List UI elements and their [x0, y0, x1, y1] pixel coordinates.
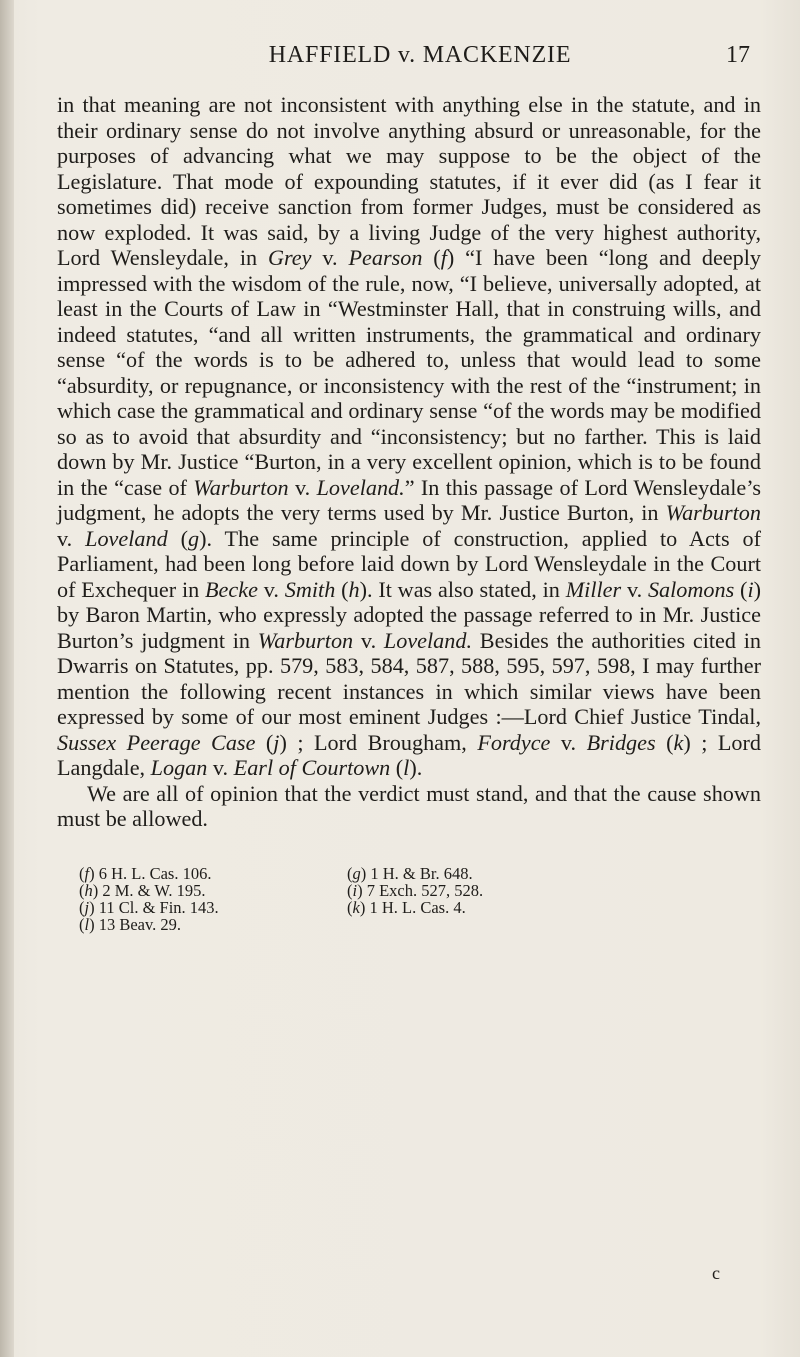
footnote-ref: f: [440, 245, 447, 270]
case-party: Fordyce: [477, 729, 551, 755]
text-run: v.: [207, 755, 234, 780]
footnote-mark: k: [352, 898, 360, 917]
footnote-citation: 6 H. L. Cas. 106.: [94, 864, 212, 883]
case-party: Smith: [284, 576, 336, 602]
footnote-mark: i: [352, 881, 358, 900]
text-run: v.: [311, 245, 349, 270]
text-run: (: [255, 729, 274, 755]
text-run: in that meaning are not inconsistent with anything else in the statute, and in their ordinary sense do not involve anything absurd or unreasonable, for the purposes of advancing what we may suppose to be the object of the Legislature. That mode of expounding statutes, if it ever did (as I fear it sometimes did) receive sanction from former Judges, must be considered as now exploded. It was said, by a living Judge of the very highest authority, Lord Wensleydale, in: [57, 92, 761, 270]
case-party: Loveland: [85, 525, 168, 551]
case-party: Salomons: [647, 576, 735, 602]
footnote: (k) 1 H. L. Cas. 4.: [347, 898, 466, 917]
running-head: [90, 42, 750, 76]
case-party: Bridges: [586, 729, 656, 755]
text-run: ). It was also stated, in: [359, 576, 566, 602]
case-party: Earl of Courtown: [233, 755, 391, 780]
quotation: ) “I have been “long and deeply impressed with the wisdom of the rule, now, “I believe, universally adopted, at least in the Courts of Law in “Westminster Hall, that in construing wills, and indeed statutes, “and all written instruments, the grammatical and ordinary sense “of the words is to be adhered to, unless that would lead to some “absurdity, or repugnance, or inconsistency with the rest of the “instrument; in which case the grammatical and ordinary sense “of the words may be modified so as to avoid that absurdity and “inconsistency; but no farther. This is laid down by Mr. Justice “Burton, in a very excellent opinion, which is to be found in the “case of: [57, 245, 762, 500]
paragraph-1: [57, 92, 761, 781]
text-run: ) by Baron Martin, who expressly adopted the passage referred to in Mr. Justice Burton’s judgment in: [57, 576, 762, 653]
footnote-citation: 11 Cl. & Fin. 143.: [94, 898, 219, 917]
case-party: Logan: [150, 755, 208, 780]
case-party: Loveland.: [383, 627, 473, 653]
footnote-ref: g: [188, 525, 200, 551]
page-gutter: [0, 0, 14, 1357]
signature-mark: c: [712, 1263, 720, 1283]
case-party: Warburton: [193, 474, 289, 500]
footnote-ref: l: [403, 755, 410, 780]
case-party: Pearson: [348, 245, 423, 270]
case-party: Loveland.: [316, 474, 405, 500]
text-run: (: [422, 245, 441, 270]
footnote-ref: j: [273, 729, 280, 755]
text-run: v.: [621, 576, 648, 602]
page-number: 17: [726, 42, 750, 68]
case-party: Miller: [565, 576, 622, 602]
text-run: ) ; Lord Brougham,: [279, 729, 478, 755]
text-run: Besides the authorities cited in Dwarris on Statutes, pp. 579, 583, 584, 587, 588, 595, 597, 598, I may further mention the following recent instances in which similar views have been expressed by some of our most eminent Judges :—Lord Chief Justice Tindal,: [57, 627, 761, 729]
text-run: ” In this passage of Lord Wensleydale’s judgment, he adopts the very terms used by Mr. Justice Burton, in: [57, 474, 762, 525]
footnote-citation: 2 M. & W. 195.: [98, 881, 206, 900]
text-run: ). The same principle of construction, applied to Acts of Parliament, had been long before laid down by Lord Wensleydale in the Court of Exchequer in: [57, 525, 762, 602]
footnote-ref: h: [348, 576, 360, 602]
text-run: v.: [57, 525, 86, 551]
text-run: v.: [550, 729, 587, 755]
text-run: v.: [353, 627, 384, 653]
case-party: Warburton: [257, 627, 354, 653]
main-text: [57, 92, 761, 832]
footnote: (j) 11 Cl. & Fin. 143.: [79, 898, 219, 917]
text-run: v.: [288, 474, 317, 500]
footnotes-right-column: [347, 865, 617, 916]
footnote: (f) 6 H. L. Cas. 106.: [79, 864, 212, 883]
text-run: ).: [409, 755, 423, 780]
text-run: ) ; Lord Langdale,: [57, 729, 762, 780]
footnote-citation: 7 Exch. 527, 528.: [362, 881, 484, 900]
footnote-citation: 13 Beav. 29.: [94, 915, 182, 934]
text-run: (: [335, 576, 349, 602]
footnotes-left-column: [79, 865, 329, 933]
text-run: (: [390, 755, 404, 780]
footnote: (l) 13 Beav. 29.: [79, 915, 182, 934]
running-title: HAFFIELD v. MACKENZIE: [268, 42, 572, 68]
footnote-mark: f: [84, 864, 90, 883]
footnote-ref: k: [673, 729, 684, 755]
text-run: v.: [257, 576, 285, 602]
footnote-citation: 1 H. & Br. 648.: [366, 864, 473, 883]
text-run: (: [734, 576, 748, 602]
footnote: (h) 2 M. & W. 195.: [79, 881, 206, 900]
case-party: Becke: [205, 576, 258, 602]
footnote-mark: l: [84, 915, 90, 934]
footnote: (g) 1 H. & Br. 648.: [347, 864, 473, 883]
footnote: (i) 7 Exch. 527, 528.: [347, 881, 484, 900]
footnote-mark: g: [352, 864, 361, 883]
case-name: Sussex Peerage Case: [57, 729, 256, 755]
footnote-citation: 1 H. L. Cas. 4.: [365, 898, 466, 917]
text-run: (: [167, 525, 189, 551]
text-run: (: [655, 729, 674, 755]
footnote-mark: h: [84, 881, 93, 900]
case-party: Warburton: [665, 500, 761, 525]
footnote-mark: j: [84, 898, 90, 917]
paragraph-2: We are all of opinion that the verdict must stand, and that the cause shown must be allowed.: [57, 780, 761, 831]
case-party: Grey: [267, 245, 312, 270]
footnote-ref: i: [747, 576, 754, 602]
